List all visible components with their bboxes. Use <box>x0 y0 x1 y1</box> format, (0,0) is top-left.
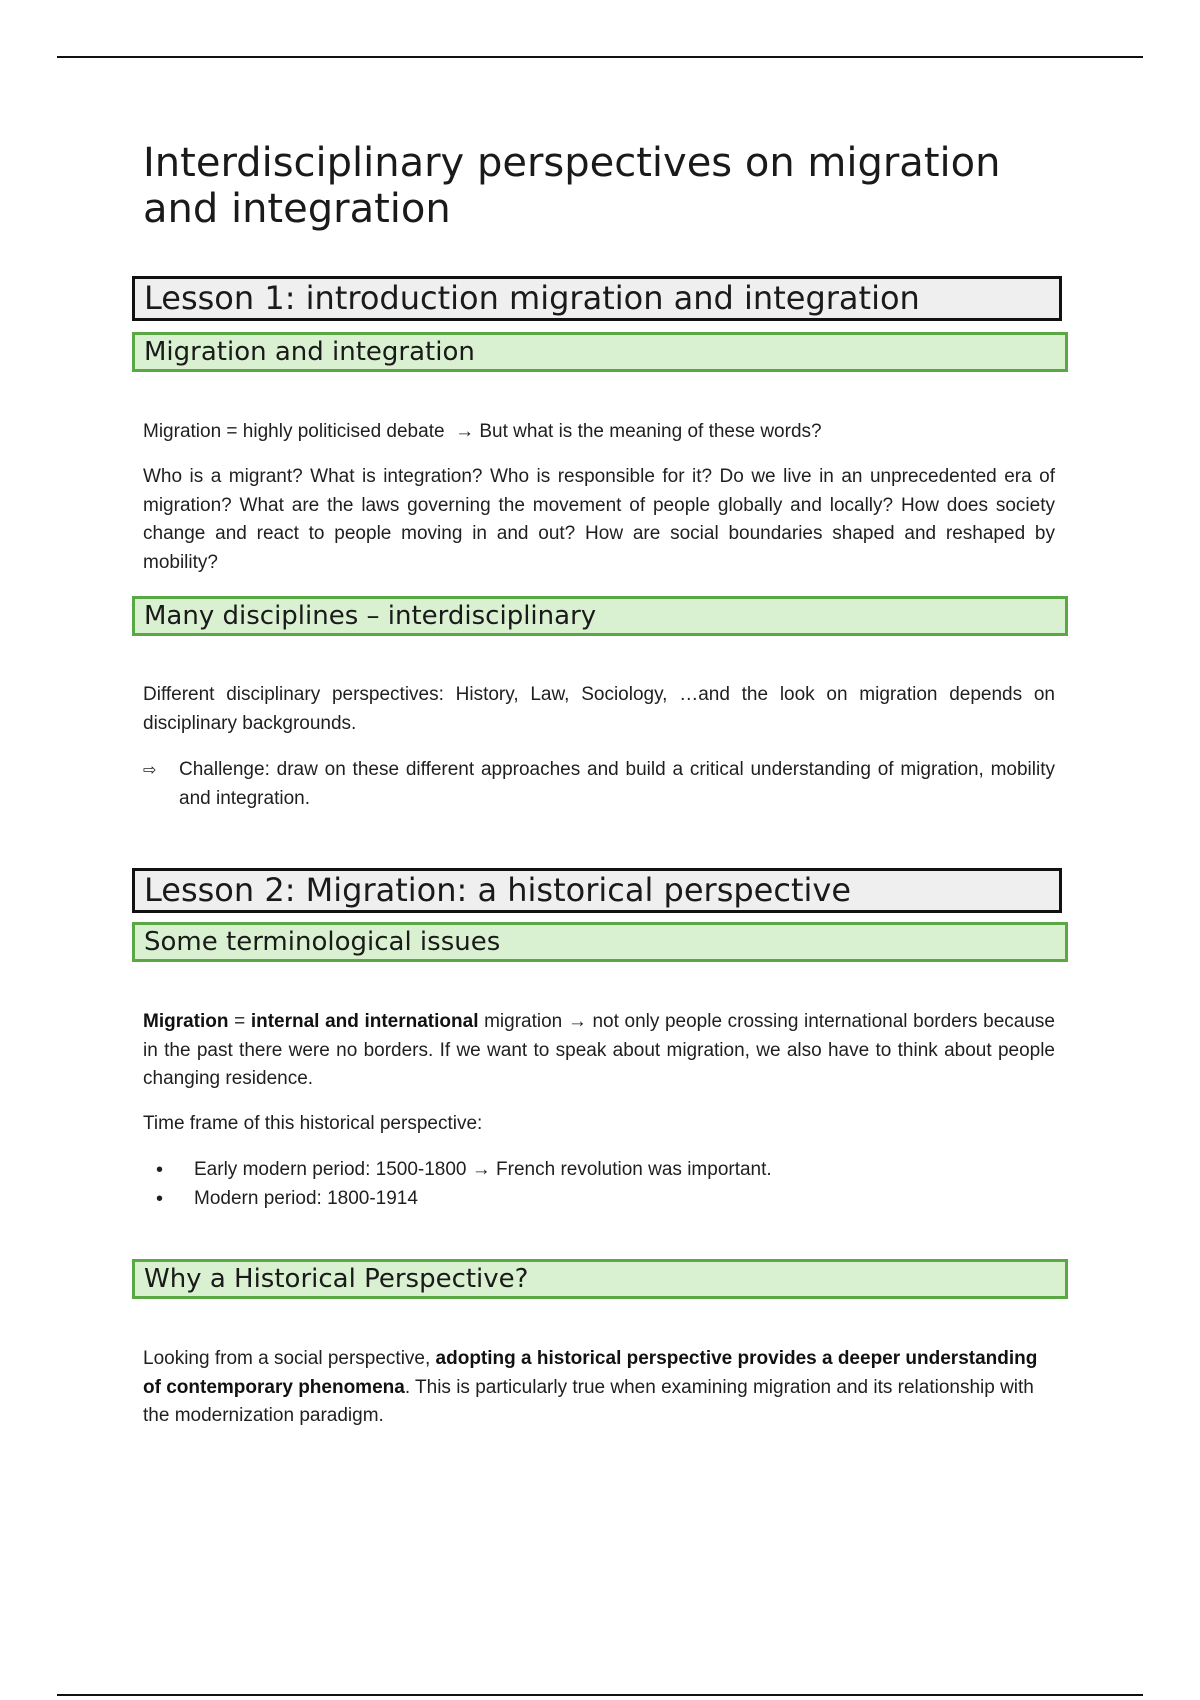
right-arrow-icon: ⇨ <box>143 760 157 779</box>
list-item <box>143 1156 1055 1185</box>
section-why-historical-heading: Why a Historical Perspective? <box>132 1259 1068 1299</box>
historical-bold-phrase: adopting a historical perspective provides a deeper understanding of contemporary phenomena <box>143 1348 1038 1398</box>
term-internal-international: internal and international <box>250 1011 479 1032</box>
equals-sign: = <box>228 1011 251 1032</box>
list-item <box>143 1185 1055 1214</box>
list-item-text: Early modern period: 1500-1800 → French revolution was important. <box>194 1159 772 1180</box>
challenge-text: Challenge: draw on these different approaches and build a critical understanding of migration, mobility and integration. <box>179 759 1055 809</box>
paragraph-migration-definition <box>143 1008 1055 1094</box>
term-migration: Migration <box>143 1011 229 1032</box>
document-title: Interdisciplinary perspectives on migration and integration <box>143 140 1001 232</box>
bottom-rule <box>57 1694 1143 1696</box>
bullet-icon: • <box>156 1159 164 1181</box>
section-migration-and-integration-heading: Migration and integration <box>132 332 1068 372</box>
section-many-disciplines-heading: Many disciplines – interdisciplinary <box>132 596 1068 636</box>
paragraph-historical-perspective <box>143 1345 1055 1431</box>
section-terminological-issues-heading: Some terminological issues <box>132 922 1068 962</box>
lesson-2-heading: Lesson 2: Migration: a historical perspective <box>132 868 1062 913</box>
historical-text-start: Looking from a social perspective, <box>143 1348 436 1369</box>
list-item-text: Modern period: 1800-1914 <box>194 1187 418 1209</box>
paragraph-politicised-debate: Migration = highly politicised debate → But what is the meaning of these words? <box>143 421 822 442</box>
time-frame-list <box>143 1156 1055 1213</box>
challenge-arrow-item <box>143 756 1055 813</box>
paragraph-time-frame: Time frame of this historical perspective: <box>143 1113 483 1134</box>
migration-definition-rest: migration → not only people crossing international borders because in the past there were no borders. If we want to speak about migration, we also have to think about people changing residence. <box>143 1011 1055 1089</box>
historical-text-end: . This is particularly true when examining migration and its relationship with the modernization paradigm. <box>143 1376 1034 1426</box>
top-rule <box>57 56 1143 58</box>
paragraph-questions: Who is a migrant? What is integration? Who is responsible for it? Do we live in an unprecedented era of migration? What are the laws governing the movement of people globally and locally? How does society change and react to people moving in and out? How are social boundaries shaped and reshaped by mobility? <box>143 466 1055 573</box>
lesson-1-heading: Lesson 1: introduction migration and integration <box>132 276 1062 321</box>
paragraph-disciplinary-perspectives: Different disciplinary perspectives: History, Law, Sociology, …and the look on migration depends on disciplinary backgrounds. <box>143 684 1055 734</box>
bullet-icon: • <box>156 1187 164 1210</box>
